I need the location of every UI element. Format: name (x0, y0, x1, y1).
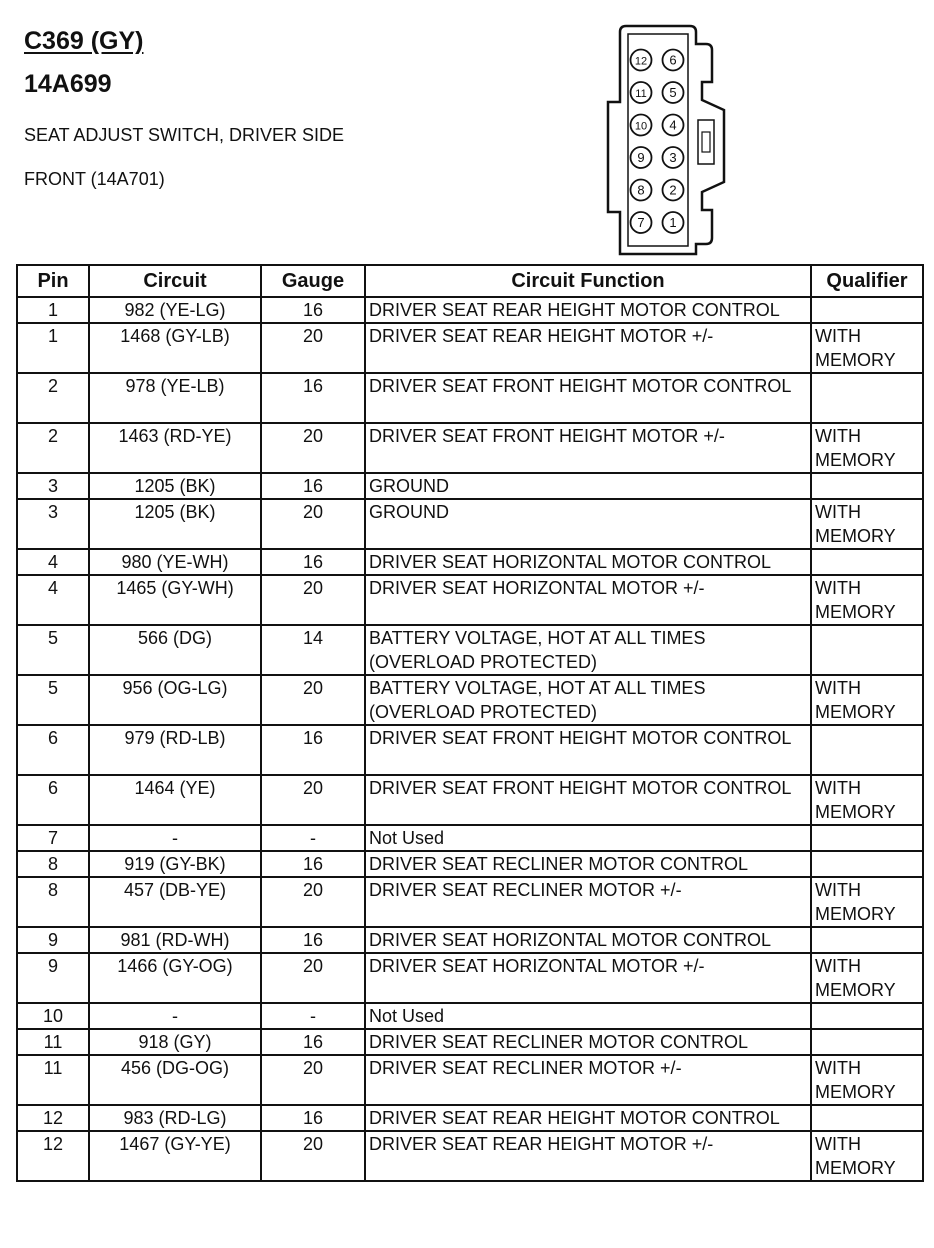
table-row (17, 725, 923, 775)
cell-function: DRIVER SEAT RECLINER MOTOR CONTROL (365, 1029, 811, 1055)
cell-pin: 11 (17, 1055, 89, 1105)
cell-function: DRIVER SEAT FRONT HEIGHT MOTOR CONTROL (365, 373, 811, 423)
table-row (17, 1003, 923, 1029)
table-row (17, 877, 923, 927)
header-circuit-function: Circuit Function (365, 265, 811, 297)
header-pin: Pin (17, 265, 89, 297)
table-row (17, 1029, 923, 1055)
cell-function: DRIVER SEAT HORIZONTAL MOTOR CONTROL (365, 927, 811, 953)
cell-qualifier (811, 725, 923, 775)
cell-circuit: 457 (DB-YE) (89, 877, 261, 927)
cell-gauge: 16 (261, 297, 365, 323)
cell-pin: 5 (17, 675, 89, 725)
cell-circuit: - (89, 1003, 261, 1029)
cell-qualifier: WITH MEMORY (811, 1131, 923, 1181)
cell-pin: 1 (17, 297, 89, 323)
cell-function: DRIVER SEAT REAR HEIGHT MOTOR +/- (365, 323, 811, 373)
table-row (17, 297, 923, 323)
table-row (17, 423, 923, 473)
connector-pin-label: 6 (669, 52, 677, 68)
cell-function: BATTERY VOLTAGE, HOT AT ALL TIMES (OVERLOAD PROTECTED) (365, 625, 811, 675)
table-row (17, 323, 923, 373)
cell-function: DRIVER SEAT RECLINER MOTOR +/- (365, 1055, 811, 1105)
cell-gauge: 14 (261, 625, 365, 675)
cell-qualifier (811, 825, 923, 851)
table-row (17, 825, 923, 851)
connector-pin-label: 10 (634, 120, 648, 133)
cell-pin: 6 (17, 725, 89, 775)
connector-pin-label: 8 (637, 182, 645, 198)
header-qualifier: Qualifier (811, 265, 923, 297)
cell-qualifier: WITH MEMORY (811, 675, 923, 725)
connector-pin-label: 4 (669, 117, 677, 133)
connector-pin-label: 5 (669, 85, 677, 100)
cell-qualifier (811, 927, 923, 953)
cell-gauge: 20 (261, 323, 365, 373)
header-gauge: Gauge (261, 265, 365, 297)
cell-circuit: 980 (YE-WH) (89, 549, 261, 575)
cell-qualifier: WITH MEMORY (811, 575, 923, 625)
cell-function: Not Used (365, 1003, 811, 1029)
cell-pin: 9 (17, 953, 89, 1003)
cell-circuit: 1464 (YE) (89, 775, 261, 825)
cell-qualifier: WITH MEMORY (811, 953, 923, 1003)
cell-circuit: 1465 (GY-WH) (89, 575, 261, 625)
connector-id: C369 (GY) (24, 27, 144, 55)
header-circuit: Circuit (89, 265, 261, 297)
cell-circuit: 1463 (RD-YE) (89, 423, 261, 473)
cell-function: DRIVER SEAT HORIZONTAL MOTOR +/- (365, 953, 811, 1003)
cell-gauge: 16 (261, 473, 365, 499)
connector-pin-label: 2 (669, 182, 677, 198)
part-number: 14A699 (24, 70, 112, 98)
connector-face-diagram (598, 22, 738, 262)
cell-pin: 8 (17, 877, 89, 927)
cell-gauge: 16 (261, 1029, 365, 1055)
cell-function: Not Used (365, 825, 811, 851)
cell-qualifier (811, 297, 923, 323)
cell-pin: 11 (17, 1029, 89, 1055)
cell-circuit: 918 (GY) (89, 1029, 261, 1055)
table-row (17, 775, 923, 825)
pin-right-column (663, 50, 684, 234)
cell-circuit: 1466 (GY-OG) (89, 953, 261, 1003)
cell-function: DRIVER SEAT REAR HEIGHT MOTOR CONTROL (365, 297, 811, 323)
cell-pin: 3 (17, 499, 89, 549)
cell-pin: 5 (17, 625, 89, 675)
cell-circuit: 1467 (GY-YE) (89, 1131, 261, 1181)
cell-pin: 2 (17, 423, 89, 473)
cell-pin: 10 (17, 1003, 89, 1029)
cell-gauge: 20 (261, 1131, 365, 1181)
connector-pin-label: 12 (634, 55, 648, 68)
cell-pin: 4 (17, 549, 89, 575)
cell-qualifier (811, 373, 923, 423)
cell-function: DRIVER SEAT FRONT HEIGHT MOTOR +/- (365, 423, 811, 473)
connector-pin-label: 7 (637, 215, 645, 230)
cell-qualifier: WITH MEMORY (811, 499, 923, 549)
cell-function: DRIVER SEAT REAR HEIGHT MOTOR +/- (365, 1131, 811, 1181)
cell-circuit: 1468 (GY-LB) (89, 323, 261, 373)
table-row (17, 851, 923, 877)
document-header (24, 26, 444, 212)
cell-gauge: 20 (261, 877, 365, 927)
cell-function: GROUND (365, 499, 811, 549)
description-line-1: SEAT ADJUST SWITCH, DRIVER SIDE (24, 125, 345, 145)
cell-pin: 6 (17, 775, 89, 825)
cell-function: DRIVER SEAT RECLINER MOTOR CONTROL (365, 851, 811, 877)
table-row (17, 1131, 923, 1181)
connector-description (24, 102, 444, 212)
cell-circuit: 956 (OG-LG) (89, 675, 261, 725)
cell-function: DRIVER SEAT HORIZONTAL MOTOR +/- (365, 575, 811, 625)
cell-function: DRIVER SEAT FRONT HEIGHT MOTOR CONTROL (365, 775, 811, 825)
table-row (17, 499, 923, 549)
cell-qualifier (811, 625, 923, 675)
cell-function: BATTERY VOLTAGE, HOT AT ALL TIMES (OVERLOAD PROTECTED) (365, 675, 811, 725)
cell-gauge: - (261, 825, 365, 851)
table-row (17, 575, 923, 625)
cell-pin: 4 (17, 575, 89, 625)
cell-qualifier (811, 851, 923, 877)
table-row (17, 1055, 923, 1105)
cell-circuit: 978 (YE-LB) (89, 373, 261, 423)
table-row (17, 675, 923, 725)
cell-gauge: 16 (261, 373, 365, 423)
cell-circuit: 1205 (BK) (89, 473, 261, 499)
pin-left-column (631, 50, 652, 234)
connector-pin-label: 3 (669, 150, 677, 165)
table-row (17, 1105, 923, 1131)
cell-qualifier: WITH MEMORY (811, 1055, 923, 1105)
pinout-table (16, 264, 924, 1182)
cell-gauge: 20 (261, 499, 365, 549)
cell-qualifier (811, 473, 923, 499)
table-header-row (17, 265, 923, 297)
cell-circuit: 456 (DG-OG) (89, 1055, 261, 1105)
cell-function: GROUND (365, 473, 811, 499)
cell-gauge: - (261, 1003, 365, 1029)
cell-function: DRIVER SEAT FRONT HEIGHT MOTOR CONTROL (365, 725, 811, 775)
connector-pin-label: 1 (669, 215, 677, 230)
cell-qualifier: WITH MEMORY (811, 775, 923, 825)
table-row (17, 625, 923, 675)
cell-pin: 7 (17, 825, 89, 851)
table-row (17, 953, 923, 1003)
cell-pin: 12 (17, 1105, 89, 1131)
cell-qualifier: WITH MEMORY (811, 323, 923, 373)
cell-circuit: - (89, 825, 261, 851)
cell-qualifier (811, 549, 923, 575)
table-row (17, 373, 923, 423)
cell-gauge: 16 (261, 725, 365, 775)
cell-gauge: 20 (261, 423, 365, 473)
cell-qualifier: WITH MEMORY (811, 423, 923, 473)
cell-gauge: 16 (261, 1105, 365, 1131)
cell-qualifier (811, 1003, 923, 1029)
table-row (17, 473, 923, 499)
cell-pin: 1 (17, 323, 89, 373)
cell-gauge: 20 (261, 675, 365, 725)
description-line-2: FRONT (14A701) (24, 169, 165, 189)
cell-function: DRIVER SEAT RECLINER MOTOR +/- (365, 877, 811, 927)
cell-pin: 9 (17, 927, 89, 953)
cell-gauge: 16 (261, 851, 365, 877)
cell-pin: 2 (17, 373, 89, 423)
cell-circuit: 982 (YE-LG) (89, 297, 261, 323)
connector-pin-label: 11 (635, 88, 647, 100)
cell-pin: 12 (17, 1131, 89, 1181)
cell-gauge: 20 (261, 775, 365, 825)
cell-qualifier (811, 1029, 923, 1055)
cell-function: DRIVER SEAT HORIZONTAL MOTOR CONTROL (365, 549, 811, 575)
cell-function: DRIVER SEAT REAR HEIGHT MOTOR CONTROL (365, 1105, 811, 1131)
cell-gauge: 20 (261, 953, 365, 1003)
cell-qualifier (811, 1105, 923, 1131)
cell-pin: 8 (17, 851, 89, 877)
connector-housing (608, 26, 724, 254)
connector-pin-label: 9 (637, 150, 645, 165)
cell-circuit: 979 (RD-LB) (89, 725, 261, 775)
cell-gauge: 20 (261, 1055, 365, 1105)
cell-circuit: 1205 (BK) (89, 499, 261, 549)
cell-gauge: 16 (261, 927, 365, 953)
cell-qualifier: WITH MEMORY (811, 877, 923, 927)
cell-circuit: 981 (RD-WH) (89, 927, 261, 953)
cell-pin: 3 (17, 473, 89, 499)
table-row (17, 549, 923, 575)
cell-circuit: 983 (RD-LG) (89, 1105, 261, 1131)
cell-gauge: 20 (261, 575, 365, 625)
cell-circuit: 566 (DG) (89, 625, 261, 675)
cell-gauge: 16 (261, 549, 365, 575)
cell-circuit: 919 (GY-BK) (89, 851, 261, 877)
table-row (17, 927, 923, 953)
